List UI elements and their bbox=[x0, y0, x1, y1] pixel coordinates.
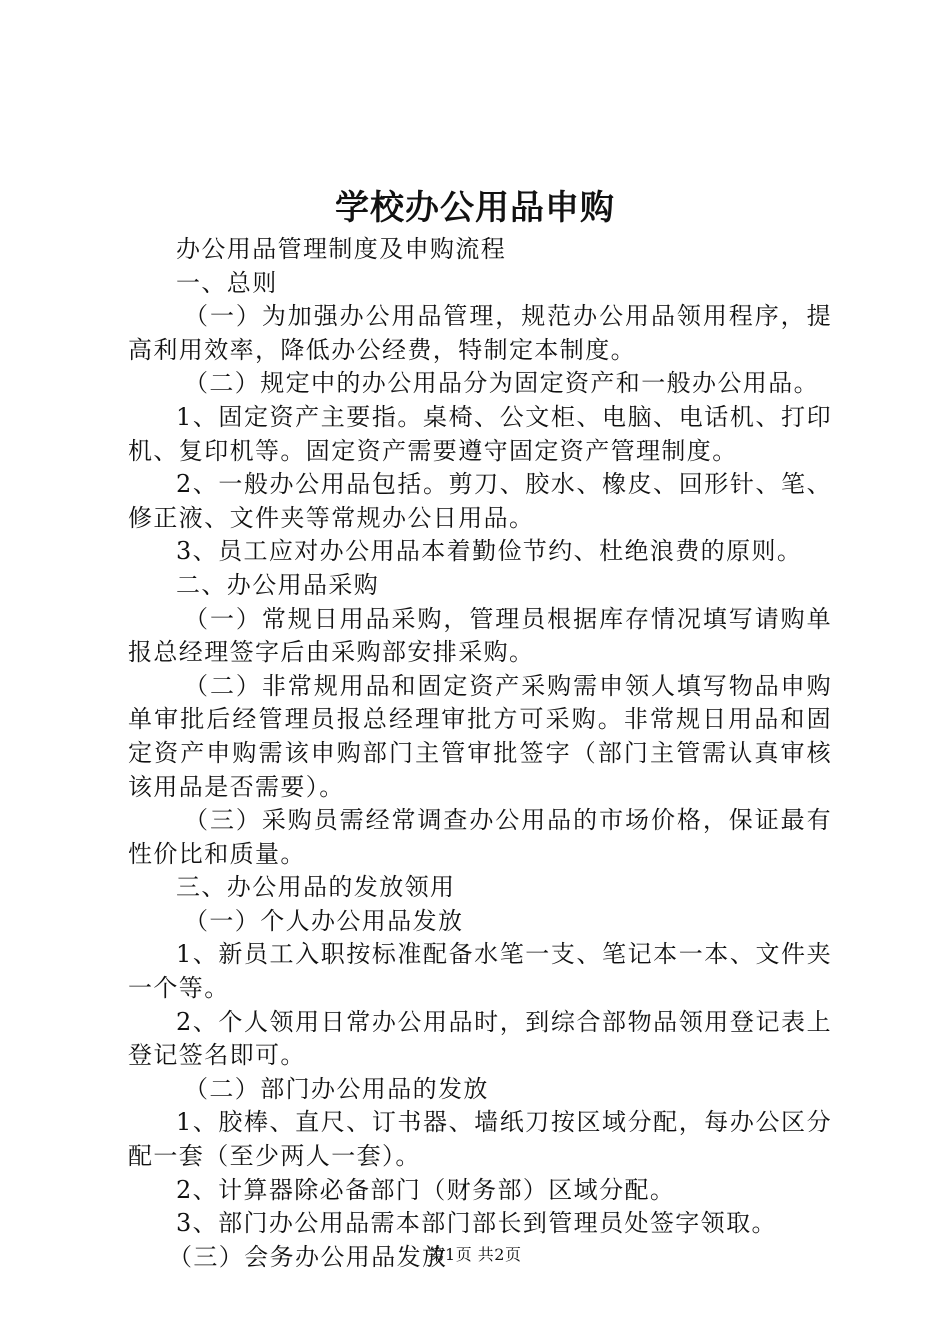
section-heading-procurement: 二、办公用品采购 bbox=[176, 570, 380, 599]
paragraph: 2、一般办公用品包括。剪刀、胶水、橡皮、回形针、笔、修正液、文件夹等常规办公日用品。 bbox=[128, 470, 832, 532]
page-footer: 第1页 共2页 bbox=[428, 1245, 522, 1264]
paragraph-subtitle: 办公用品管理制度及申购流程 bbox=[176, 235, 507, 263]
paragraph: 3、部门办公用品需本部门部长到管理员处签字领取。 bbox=[176, 1209, 777, 1238]
document-title: 学校办公用品申购 bbox=[335, 188, 615, 228]
paragraph: （一）个人办公用品发放 bbox=[184, 906, 464, 935]
paragraph: （三）采购员需经常调查办公用品的市场价格，保证最有性价比和质量。 bbox=[128, 806, 832, 868]
paragraph: 2、个人领用日常办公用品时，到综合部物品领用登记表上登记签名即可。 bbox=[128, 1007, 832, 1070]
document-body bbox=[128, 233, 832, 1274]
paragraph: （三）会务办公用品发放 bbox=[168, 1242, 448, 1271]
paragraph: （一）为加强办公用品管理，规范办公用品领用程序，提高利用效率，降低办公经费，特制定本制度。 bbox=[128, 302, 832, 364]
paragraph: （二）规定中的办公用品分为固定资产和一般办公用品。 bbox=[184, 369, 819, 398]
paragraph: 2、计算器除必备部门（财务部）区域分配。 bbox=[176, 1175, 676, 1204]
paragraph: 1、固定资产主要指。桌椅、公文柜、电脑、电话机、打印机、复印机等。固定资产需要遵守固定资产管理制度。 bbox=[128, 402, 832, 465]
paragraph: （二）部门办公用品的发放 bbox=[184, 1074, 489, 1103]
paragraph: 1、胶棒、直尺、订书器、墙纸刀按区域分配，每办公区分配一套（至少两人一套）。 bbox=[128, 1108, 832, 1171]
section-heading-distribution: 三、办公用品的发放领用 bbox=[176, 873, 456, 902]
paragraph: （二）非常规用品和固定资产采购需申领人填写物品申购单审批后经管理员报总经理审批方可采购。非常规日用品和固定资产申购需该申购部门主管审批签字（部门主管需认真审核该用品是否需要）。 bbox=[128, 671, 832, 801]
paragraph: 1、新员工入职按标准配备水笔一支、笔记本一本、文件夹一个等。 bbox=[128, 940, 832, 1003]
section-heading-general: 一、总则 bbox=[176, 268, 278, 297]
paragraph: 3、员工应对办公用品本着勤俭节约、杜绝浪费的原则。 bbox=[176, 537, 803, 566]
paragraph: （一）常规日用品采购，管理员根据库存情况填写请购单报总经理签字后由采购部安排采购。 bbox=[128, 604, 832, 667]
